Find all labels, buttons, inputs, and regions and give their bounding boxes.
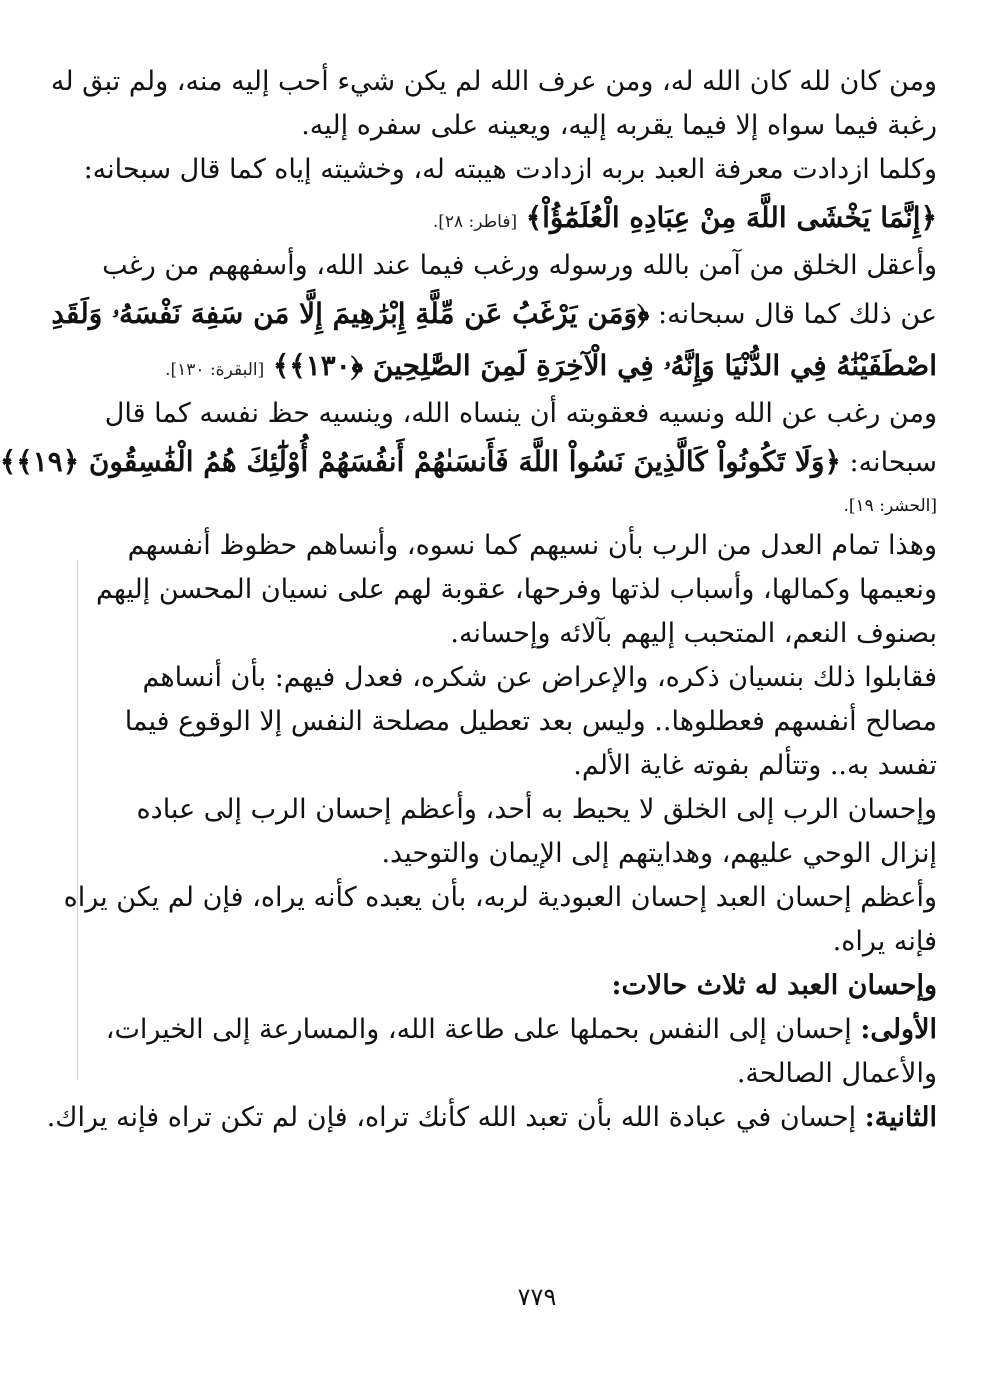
text-line: وأعظم إحسان العبد إحسان العبودية لربه، بأن يعبده كأنه يراه، فإن لم يكن يراه bbox=[63, 882, 937, 913]
item-lead: الأولى: bbox=[860, 1014, 937, 1045]
verse-line bbox=[0, 436, 937, 488]
verse-line bbox=[163, 340, 937, 392]
quran-verse: ﴿وَمَن يَرْغَبُ عَن مِّلَّةِ إِبْرَٰهِيمَ إِلَّا مَن سَفِهَ نَفْسَهُۥ وَلَقَدِ bbox=[51, 297, 650, 330]
text-line: مصالح أنفسهم فعطلوها.. وليس بعد تعطيل مصلحة النفس إلا الوقوع فيما bbox=[124, 706, 937, 737]
item-lead: الثانية: bbox=[864, 1102, 937, 1133]
quran-verse: ﴿إِنَّمَا يَخْشَى اللَّهَ مِنْ عِبَادِهِ الْعُلَمَٰٓؤُاْ﴾ bbox=[525, 201, 937, 234]
text-segment: إحسان إلى النفس بحملها على طاعة الله، والمسارعة إلى الخيرات، bbox=[105, 1014, 852, 1045]
text-line: ومن رغب عن الله ونسيه فعقوبته أن ينساه الله، وينسيه حظ نفسه كما قال bbox=[104, 398, 937, 429]
text-segment: عن ذلك كما قال سبحانه: bbox=[658, 299, 937, 330]
section-heading: وإحسان العبد له ثلاث حالات: bbox=[611, 970, 937, 1001]
text-line: إنزال الوحي عليهم، وهدايتهم إلى الإيمان والتوحيد. bbox=[381, 838, 937, 869]
scan-edge-mark bbox=[77, 560, 78, 1080]
text-segment: إحسان في عبادة الله بأن تعبد الله كأنك تراه، فإن لم تكن تراه فإنه يراك. bbox=[46, 1102, 857, 1133]
verse-reference: [فاطر: ٢٨]. bbox=[432, 212, 518, 232]
text-line bbox=[46, 1096, 937, 1140]
page-body bbox=[0, 60, 937, 1140]
text-line: فإنه يراه. bbox=[832, 926, 937, 957]
text-line: تفسد به.. وتتألم بفوته غاية الألم. bbox=[573, 750, 937, 781]
text-line: فقابلوا ذلك بنسيان ذكره، والإعراض عن شكره، فعدل فيهم: بأن أنساهم bbox=[142, 662, 937, 693]
text-line: وأعقل الخلق من آمن بالله ورسوله ورغب فيما عند الله، وأسفههم من رغب bbox=[102, 250, 937, 281]
verse-reference: [الحشر: ١٩]. bbox=[843, 496, 937, 516]
text-line: والأعمال الصالحة. bbox=[736, 1058, 937, 1089]
text-line: ونعيمها وكمالها، وأسباب لذتها وفرحها، عقوبة لهم على نسيان المحسن إليهم bbox=[95, 574, 937, 605]
text-line: ومن كان لله كان الله له، ومن عرف الله لم يكن شيء أحب إليه منه، ولم تبق له bbox=[50, 66, 937, 97]
verse-reference: [البقرة: ١٣٠]. bbox=[165, 360, 265, 380]
text-line: رغبة فيما سواه إلا فيما يقربه إليه، ويعينه على سفره إليه. bbox=[301, 110, 937, 141]
text-segment: سبحانه: bbox=[849, 447, 937, 478]
verse-line bbox=[51, 288, 937, 340]
text-line: وكلما ازدادت معرفة العبد بربه ازدادت هيبته له، وخشيته إياه كما قال سبحانه: bbox=[83, 154, 937, 185]
text-line bbox=[105, 1008, 937, 1052]
text-line: بصنوف النعم، المتحبب إليهم بآلائه وإحسانه. bbox=[450, 618, 937, 649]
page-number: ٧٧٩ bbox=[517, 1283, 557, 1311]
text-line: وهذا تمام العدل من الرب بأن نسيهم كما نسوه، وأنساهم حظوظ أنفسهم bbox=[127, 530, 937, 561]
quran-verse: اصْطَفَيْنَٰهُ فِي الدُّنْيَا وَإِنَّهُۥ فِي الْآخِرَةِ لَمِنَ الصَّٰلِحِينَ ﴿١٣٠﴾﴾ bbox=[272, 349, 937, 382]
text-line: وإحسان الرب إلى الخلق لا يحيط به أحد، وأعظم إحسان الرب إلى عباده bbox=[136, 794, 937, 825]
quran-verse: ﴿وَلَا تَكُونُواْ كَالَّذِينَ نَسُواْ اللَّهَ فَأَنسَىٰهُمْ أَنفُسَهُمْ أُوْلَٰٓئِكَ هُمُ الْفَٰسِقُونَ ﴿١٩﴾﴾ bbox=[0, 445, 841, 478]
verse-line bbox=[163, 192, 937, 244]
